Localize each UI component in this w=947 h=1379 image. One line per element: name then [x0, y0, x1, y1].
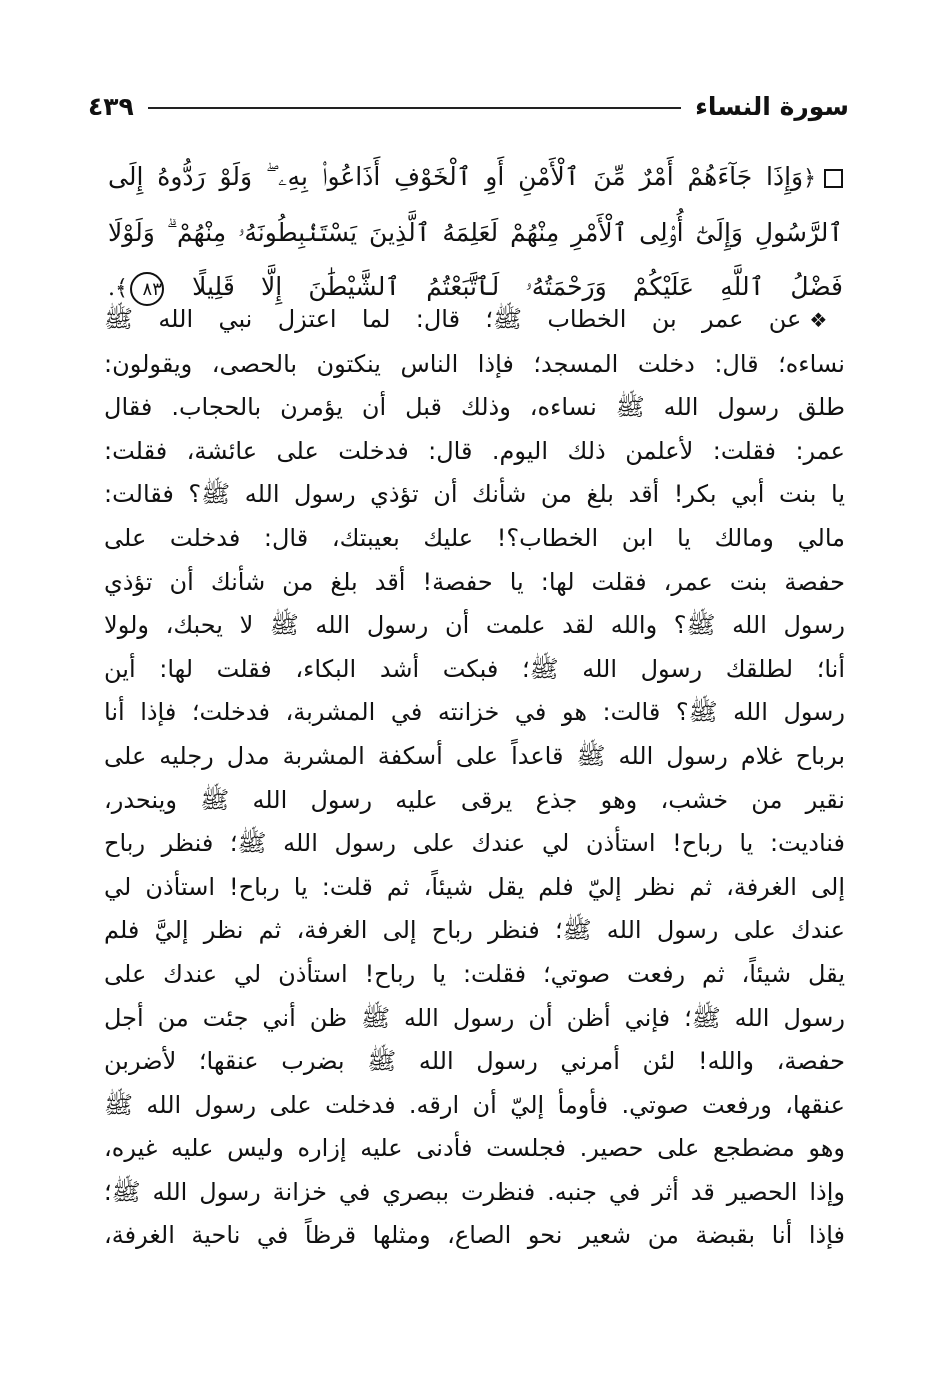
hadith-line: رسول الله ﷺ؟ والله لقد علمت أن رسول الله ﷺ لا يحبك، ولولا	[104, 611, 845, 640]
hadith-line: يقل شيئاً، ثم رفعت صوتي؛ فقلت: يا رباح! استأذن لي عندك على	[104, 959, 845, 988]
hadith-line: وإذا الحصير قد أثر في جنبه. فنظرت ببصري في خزانة رسول الله ﷺ؛	[104, 1177, 845, 1206]
hadith-line: عمر: فقلت: لأعلمن ذلك اليوم. قال: فدخلت على عائشة، فقلت:	[104, 436, 845, 465]
hadith-line: يا بنت أبي بكر! أقد بلغ من شأنك أن تؤذي رسول الله ﷺ؟ فقالت:	[104, 480, 845, 509]
quran-verse-block	[108, 150, 843, 316]
hadith-line: وهو مضطجع على حصير. فجلست فأدنى عليه إزاره وليس عليه غيره،	[104, 1134, 845, 1163]
header-divider	[148, 107, 681, 109]
verse-open-bracket: ﴿	[803, 166, 816, 191]
hadith-line-text: عن عمر بن الخطاب ﷺ؛ قال: لما اعتزل نبي الله ﷺ	[104, 305, 802, 333]
hadith-line	[104, 298, 845, 343]
hadith-line: حفصة، والله! لئن أمرني رسول الله ﷺ بضرب عنقها؛ لأضربن	[104, 1047, 845, 1076]
square-bullet-icon	[824, 169, 843, 188]
hadith-line: برباح غلام رسول الله ﷺ قاعداً على أسكفة المشربة مدل رجليه على	[104, 741, 845, 770]
hadith-line: فناديت: يا رباح! استأذن لي عندك على رسول الله ﷺ؛ فنظر رباح	[104, 829, 845, 858]
diamond-ornament-icon: ❖	[809, 308, 845, 332]
hadith-line: طلق رسول الله ﷺ نساءه، وذلك قبل أن يؤمرن بالحجاب. فقال	[104, 393, 845, 422]
verse-close-bracket: ﴾.	[108, 276, 128, 301]
hadith-line: رسول الله ﷺ؛ فإني أظن أن رسول الله ﷺ ظن أني جئت من أجل	[104, 1003, 845, 1032]
hadith-text-block	[104, 298, 845, 1258]
hadith-line: إلى الغرفة، ثم نظر إليّ فلم يقل شيئاً، ثم قلت: يا رباح! استأذن لي	[104, 872, 845, 901]
hadith-line: نساءه؛ قال: دخلت المسجد؛ فإذا الناس ينكتون بالحصى، ويقولون:	[104, 349, 845, 378]
ayah-number: ٨٣	[130, 272, 164, 306]
hadith-line: نقير من خشب، وهو جذع يرقى عليه رسول الله ﷺ وينحدر،	[104, 785, 845, 814]
surah-title: سورة النساء	[695, 91, 849, 121]
verse-text: وَإِذَا جَآءَهُمْ أَمْرٌ مِّنَ ٱلْأَمْنِ أَوِ ٱلْخَوْفِ أَذَاعُوا۟ بِهِۦ ۖ وَلَوْ رَدُّوهُ إِلَى ٱلرَّسُولِ وَإِلَىٰٓ أُو۟لِى ٱلْأَمْرِ مِنْهُمْ لَعَلِمَهُ ٱلَّذِينَ يَسْتَنۢبِطُونَهُۥ مِنْهُمْ ۗ وَلَوْلَا فَضْلُ ٱللَّهِ عَلَيْكُمْ وَرَحْمَتُهُۥ لَٱتَّبَعْتُمُ ٱلشَّيْطَٰنَ إِلَّا قَلِيلًا	[108, 162, 843, 301]
hadith-line: أنا؛ لطلقك رسول الله ﷺ؛ فبكت أشد البكاء، فقلت لها: أين	[104, 654, 845, 683]
hadith-line: عندك على رسول الله ﷺ؛ فنظر رباح إلى الغرفة، ثم نظر إليَّ فلم	[104, 916, 845, 945]
page-header	[88, 86, 849, 126]
page-number: ٤٣٩	[88, 91, 134, 121]
hadith-line: فإذا أنا بقبضة من شعير نحو الصاع، ومثلها قرظاً في ناحية الغرفة،	[104, 1221, 845, 1250]
hadith-line: حفصة بنت عمر، فقلت لها: يا حفصة! أقد بلغ من شأنك أن تؤذي	[104, 567, 845, 596]
hadith-line: رسول الله ﷺ؟ قالت: هو في خزانته في المشربة، فدخلت؛ فإذا أنا	[104, 698, 845, 727]
hadith-line: مالي ومالك يا ابن الخطاب؟! عليك بعيبتك، قال: فدخلت على	[104, 523, 845, 552]
hadith-line: عنقها، ورفعت صوتي. فأومأ إليّ أن ارقه. فدخلت على رسول الله ﷺ	[104, 1090, 845, 1119]
